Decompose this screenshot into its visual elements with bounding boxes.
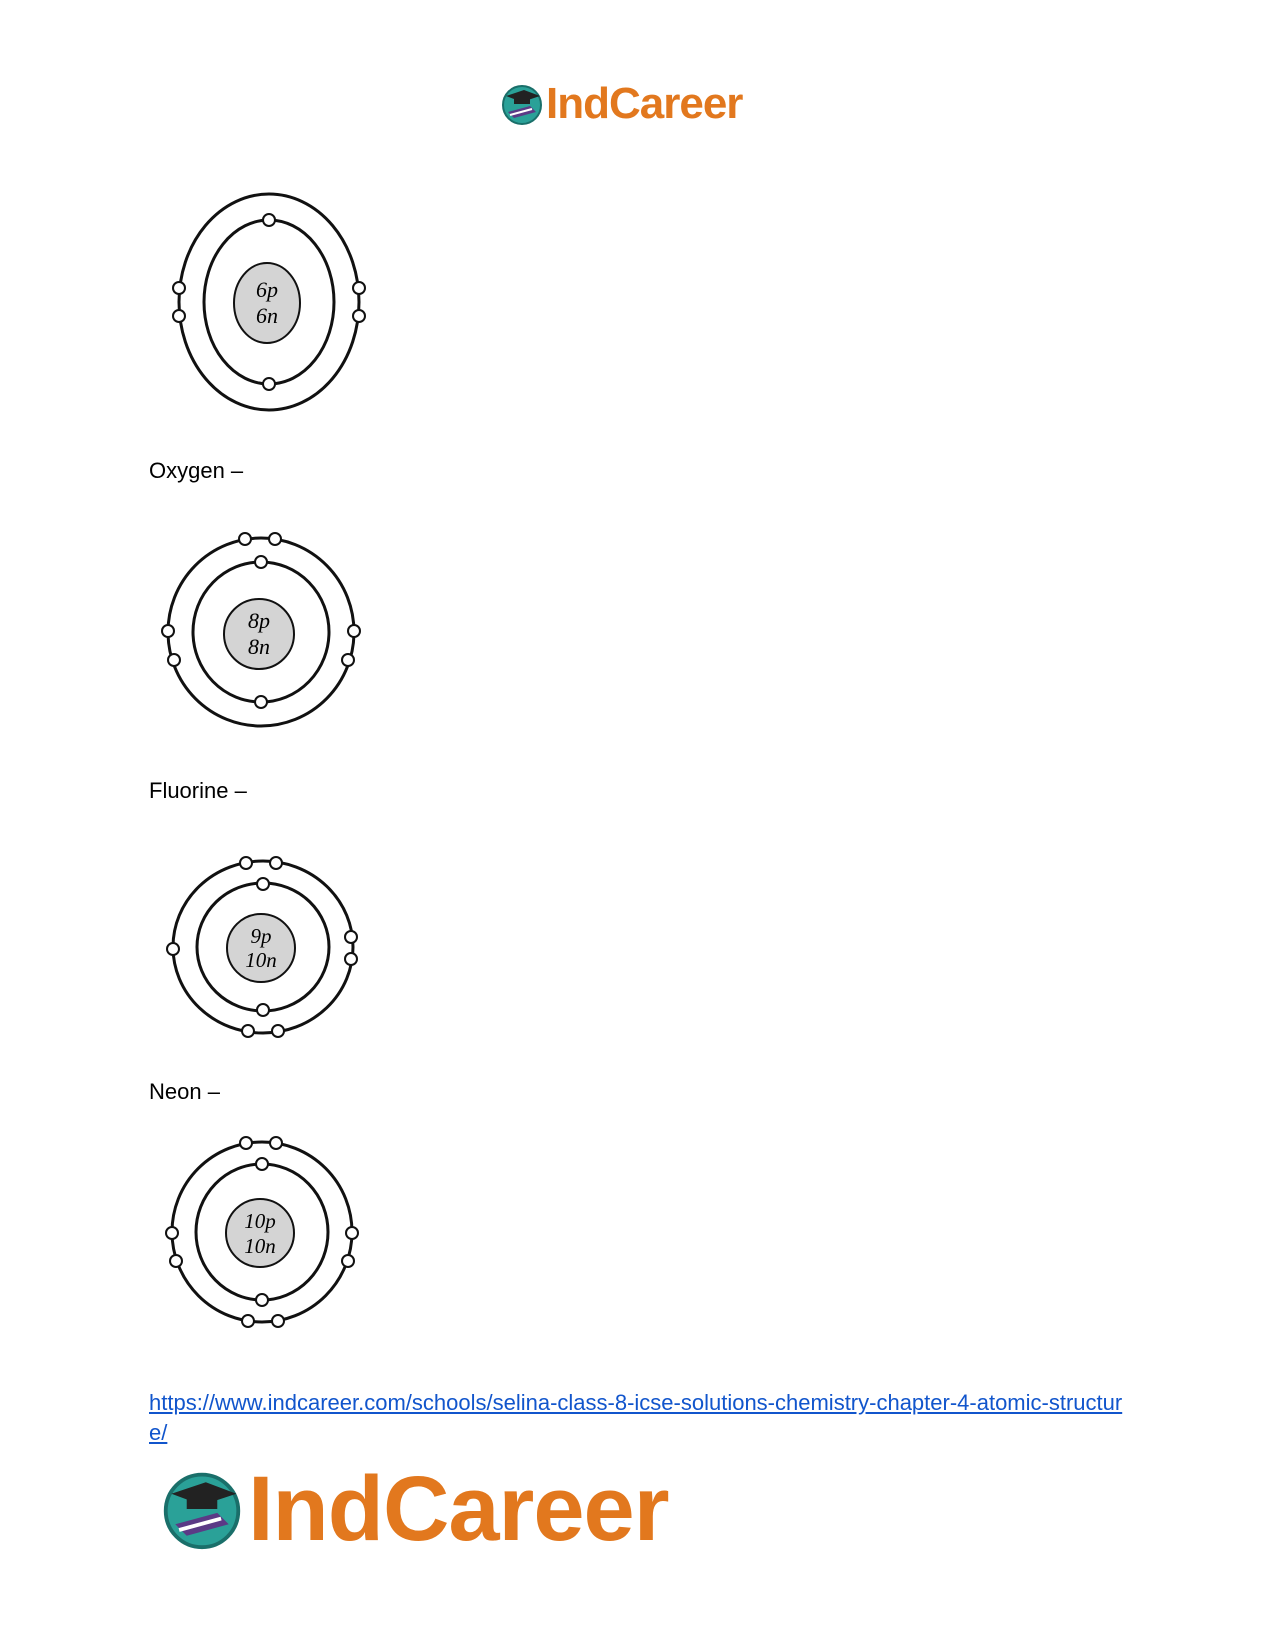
atom-label-oxygen: Oxygen – (149, 458, 244, 483)
nucleus-neutrons: 6n (256, 303, 278, 328)
footer-logo (160, 1457, 669, 1560)
nucleus-protons: 6p (256, 277, 278, 302)
electron (348, 625, 360, 637)
electron (269, 533, 281, 545)
electron (162, 625, 174, 637)
electron (342, 1255, 354, 1267)
electron (346, 1227, 358, 1239)
electron (166, 1227, 178, 1239)
electron (167, 943, 179, 955)
electron (345, 931, 357, 943)
electron (272, 1025, 284, 1037)
graduation-cap-globe-icon (500, 82, 544, 126)
electron (270, 857, 282, 869)
electron (353, 310, 365, 322)
electron (240, 857, 252, 869)
electron (170, 1255, 182, 1267)
electron (270, 1137, 282, 1149)
nucleus-neutrons: 8n (248, 634, 270, 659)
electron (256, 1294, 268, 1306)
electron (173, 282, 185, 294)
electron (240, 1137, 252, 1149)
atom-diagram-neon (158, 1133, 370, 1333)
atom-diagram-fluorine (160, 853, 370, 1043)
electron (242, 1025, 254, 1037)
electron (257, 878, 269, 890)
atom-label-fluorine: Fluorine – (149, 778, 247, 803)
atom-diagram-oxygen (155, 527, 375, 737)
electron (173, 310, 185, 322)
header-logo (500, 80, 742, 128)
atom-diagram-carbon (160, 186, 380, 416)
electron (257, 1004, 269, 1016)
electron (272, 1315, 284, 1327)
electron (168, 654, 180, 666)
electron (263, 214, 275, 226)
nucleus-neutrons: 10n (244, 1234, 276, 1258)
electron (342, 654, 354, 666)
electron (353, 282, 365, 294)
electron (255, 696, 267, 708)
nucleus-neutrons: 10n (245, 948, 277, 972)
atom-label-neon: Neon – (149, 1079, 220, 1104)
electron (345, 953, 357, 965)
electron (263, 378, 275, 390)
logo-wordmark: IndCareer (546, 79, 743, 128)
logo-wordmark: IndCareer (248, 1457, 669, 1560)
electron (256, 1158, 268, 1170)
electron (255, 556, 267, 568)
nucleus-protons: 10p (244, 1209, 276, 1233)
source-link[interactable]: https://www.indcareer.com/schools/selina-class-8-icse-solutions-chemistry-chapter-4-atomic-structure/ (149, 1390, 1123, 1445)
graduation-cap-globe-icon (160, 1467, 244, 1551)
nucleus-protons: 9p (250, 924, 272, 948)
electron (242, 1315, 254, 1327)
electron (239, 533, 251, 545)
nucleus-protons: 8p (248, 608, 270, 633)
